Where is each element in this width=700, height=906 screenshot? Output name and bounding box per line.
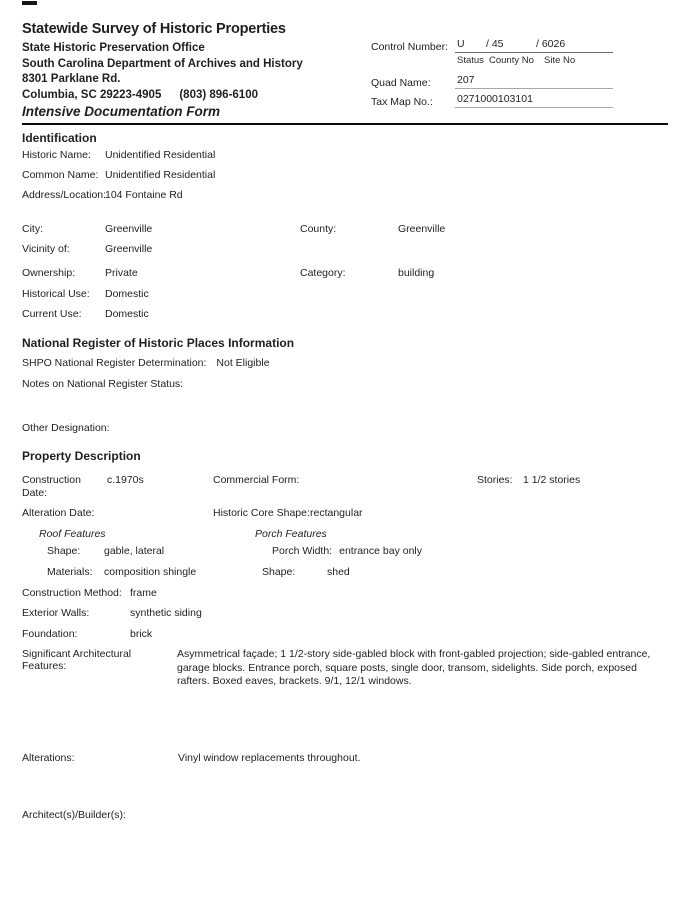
category-value: building xyxy=(398,267,435,279)
historic-name-label: Historic Name: xyxy=(22,149,91,161)
roof-materials-group xyxy=(22,566,255,579)
historic-core-shape-value: rectangular xyxy=(310,507,363,519)
porch-width-label: Porch Width: xyxy=(272,545,333,557)
other-designation-label: Other Designation: xyxy=(22,422,110,434)
control-site-value: / 6026 xyxy=(536,38,566,50)
exterior-walls-row xyxy=(22,607,668,620)
city-group xyxy=(22,223,300,236)
quad-name-label: Quad Name: xyxy=(371,77,431,89)
vicinity-value: Greenville xyxy=(105,243,153,255)
porch-width-group xyxy=(255,545,422,558)
control-number-value xyxy=(455,38,613,53)
significant-features-label: Significant Architectural Features: xyxy=(22,648,132,672)
quad-name-value xyxy=(455,74,613,89)
construction-date-group xyxy=(22,474,213,500)
significant-features-value: Asymmetrical façade; 1 1/2-story side-gabled block with front-gabled projection; side-gabled entrance, garage blocks. Entrance porch, square posts, single door, transom, sidelights. Side porch, exposed rafters. Boxed eaves, brackets. 9/1, 12/1 windows. xyxy=(177,648,651,687)
site-no-sub-label: Site No xyxy=(544,55,576,66)
agency-city-phone xyxy=(22,88,303,104)
porch-shape-label: Shape: xyxy=(262,566,296,578)
common-name-row xyxy=(22,169,668,182)
roof-shape-value: gable, lateral xyxy=(104,545,165,557)
agency-office: State Historic Preservation Office xyxy=(22,42,205,54)
commercial-form-label: Commercial Form: xyxy=(213,474,300,486)
other-designation-row xyxy=(22,422,668,435)
historic-name-value: Unidentified Residential xyxy=(105,149,216,161)
common-name-value: Unidentified Residential xyxy=(105,169,216,181)
ownership-category-row xyxy=(22,267,668,280)
current-use-row xyxy=(22,308,668,321)
shpo-determination-label: SHPO National Register Determination: xyxy=(22,357,207,369)
document-title: Statewide Survey of Historic Properties xyxy=(22,21,286,37)
agency-street: 8301 Parklane Rd. xyxy=(22,73,121,85)
significant-features-row xyxy=(22,648,668,689)
vicinity-row xyxy=(22,243,668,256)
architects-row xyxy=(22,809,668,822)
agency-header xyxy=(22,21,303,103)
construction-date-label: Construction Date: xyxy=(22,474,81,499)
construction-method-label: Construction Method: xyxy=(22,587,122,599)
national-register-heading: National Register of Historic Places Information xyxy=(22,336,295,350)
construction-date-value: c.1970s xyxy=(107,474,144,486)
alterations-value: Vinyl window replacements throughout. xyxy=(178,751,361,764)
roof-shape-group xyxy=(22,545,255,558)
roof-materials-label: Materials: xyxy=(47,566,93,578)
address-row xyxy=(22,189,668,202)
city-label: City: xyxy=(22,223,43,235)
county-value: Greenville xyxy=(398,223,446,235)
construction-method-row xyxy=(22,587,668,600)
county-no-sub-label: County No xyxy=(489,55,534,66)
nr-notes-label: Notes on National Register Status: xyxy=(22,378,184,390)
construction-date-row xyxy=(22,474,668,500)
form-body xyxy=(22,104,668,822)
shpo-determination-row xyxy=(22,357,668,370)
stories-label: Stories: xyxy=(477,474,513,486)
roof-shape-label: Shape: xyxy=(47,545,81,557)
historic-core-shape-group xyxy=(213,507,477,520)
scan-artifact-mark xyxy=(22,1,37,5)
control-number-label: Control Number: xyxy=(371,41,449,53)
agency-city-zip: Columbia, SC 29223-4905 xyxy=(22,88,162,101)
foundation-row xyxy=(22,628,668,641)
construction-method-value: frame xyxy=(130,587,157,599)
porch-shape-group xyxy=(255,566,350,579)
exterior-walls-value: synthetic siding xyxy=(130,607,202,619)
stories-value: 1 1/2 stories xyxy=(523,474,581,486)
historic-core-shape-label: Historic Core Shape: xyxy=(213,507,310,519)
alterations-row xyxy=(22,752,668,765)
foundation-value: brick xyxy=(130,628,153,640)
control-status-value: U xyxy=(457,38,465,50)
agency-phone: (803) 896-6100 xyxy=(179,88,258,101)
historic-name-row xyxy=(22,149,668,162)
control-sub-labels xyxy=(457,55,613,66)
status-sub-label: Status xyxy=(457,55,484,66)
quad-name-row xyxy=(371,74,621,89)
tax-map-text: 0271000103101 xyxy=(457,93,533,105)
historical-use-row xyxy=(22,288,668,301)
agency-department: South Carolina Department of Archives and History xyxy=(22,57,303,70)
features-headings-row xyxy=(22,528,668,541)
stories-group xyxy=(477,474,580,500)
shpo-determination-value: Not Eligible xyxy=(216,357,270,369)
roof-materials-value: composition shingle xyxy=(104,566,197,578)
alteration-date-group xyxy=(22,507,213,520)
roof-materials-porch-shape-row xyxy=(22,566,668,579)
common-name-label: Common Name: xyxy=(22,169,99,181)
alteration-date-label: Alteration Date: xyxy=(22,507,95,519)
current-use-label: Current Use: xyxy=(22,308,82,320)
exterior-walls-label: Exterior Walls: xyxy=(22,607,90,619)
porch-width-value: entrance bay only xyxy=(339,545,422,557)
commercial-form-group xyxy=(213,474,477,500)
control-number-row xyxy=(371,38,621,53)
architects-label: Architect(s)/Builder(s): xyxy=(22,808,126,821)
category-label: Category: xyxy=(300,267,346,279)
address-value: 104 Fontaine Rd xyxy=(105,189,183,201)
city-county-row xyxy=(22,223,668,236)
roof-features-heading: Roof Features xyxy=(39,528,106,540)
alterations-label: Alterations: xyxy=(22,751,75,764)
vicinity-label: Vicinity of: xyxy=(22,243,70,255)
control-county-value: / 45 xyxy=(486,38,504,50)
ownership-group xyxy=(22,267,300,280)
ownership-label: Ownership: xyxy=(22,267,76,279)
address-label: Address/Location: xyxy=(22,189,107,201)
alteration-date-row xyxy=(22,507,668,520)
historical-use-value: Domestic xyxy=(105,288,149,300)
county-label: County: xyxy=(300,223,337,235)
quad-name-text: 207 xyxy=(457,74,475,86)
tax-map-label: Tax Map No.: xyxy=(371,96,433,108)
nr-notes-row xyxy=(22,378,668,391)
control-panel xyxy=(371,38,621,108)
form-title: Intensive Documentation Form xyxy=(22,104,668,125)
identification-heading: Identification xyxy=(22,131,97,145)
ownership-value: Private xyxy=(105,267,138,279)
historical-use-label: Historical Use: xyxy=(22,288,90,300)
property-description-heading: Property Description xyxy=(22,449,141,463)
porch-shape-value: shed xyxy=(327,566,350,578)
roof-shape-porch-width-row xyxy=(22,545,668,558)
current-use-value: Domestic xyxy=(105,308,149,320)
porch-features-heading: Porch Features xyxy=(255,528,327,540)
foundation-label: Foundation: xyxy=(22,628,78,640)
city-value: Greenville xyxy=(105,223,153,235)
